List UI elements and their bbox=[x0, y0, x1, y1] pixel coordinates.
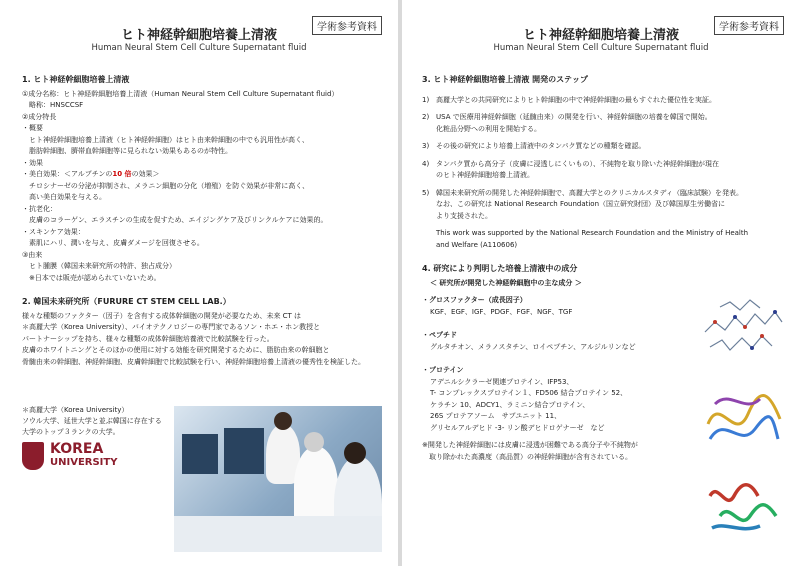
note-line: 取り除かれた高濃度（高品質）の神経幹細胞が含有されている。 bbox=[422, 452, 632, 461]
text-line: ※日本では販売が認められていないため。 bbox=[22, 273, 161, 282]
text-line: チロシナーゼの分泌が抑制され、メラニン細胞の分化（増殖）を防ぐ効果が非常に高く、 bbox=[22, 181, 310, 190]
step-number: 4) bbox=[422, 159, 430, 168]
step-number: 3) bbox=[422, 142, 430, 150]
peptide-heading: ・ペプチド bbox=[422, 331, 457, 339]
step-text: より支援された。 bbox=[436, 211, 492, 220]
text-line: 脂肪幹細胞、臍帯血幹細胞等に見られない効果もあるのが特性。 bbox=[22, 147, 232, 155]
whitening-emphasis: 10 倍 bbox=[112, 170, 132, 178]
text-line: ①成分名称：ヒト神経幹細胞培養上清液（Human Neural Stem Cell Culture Supernatant fluid） bbox=[22, 89, 339, 98]
text-line: ・抗老化： bbox=[22, 204, 57, 213]
protein-line: アデニルシクラーゼ関連プロテイン、IFP53、 bbox=[430, 377, 574, 386]
reference-badge: 学術参考資料 bbox=[312, 16, 382, 35]
text-line: 略称：HNSCCSF bbox=[22, 101, 84, 109]
step-text: USA で医療用神経幹細胞（延髄由来）の開発を行い、神経幹細胞の培養を韓国で開始。 bbox=[436, 113, 712, 121]
step-text: タンパク質から高分子（皮膚に浸透しにくいもの）、不純物を取り除いた神経幹細胞が現在 bbox=[436, 159, 720, 168]
text-line: ソウル大学、延世大学と並ぶ韓国に存在する bbox=[22, 417, 162, 425]
step-item bbox=[422, 159, 780, 182]
text-line: 皮膚のホワイトニングとそのほかの使用に対する効能を研究開発するために、脂肪由来の幹細胞と bbox=[22, 346, 330, 354]
logo-line-1: KOREA bbox=[50, 441, 104, 457]
korea-university-logo bbox=[22, 442, 172, 472]
text-line: 皮膚のコラーゲン、エラスチンの生成を促すため、エイジングケア及びリンクルケアに効果的。 bbox=[22, 216, 328, 224]
step-text: 高麗大学との共同研究によりヒト幹細胞の中で神経幹細胞の最もすぐれた優位性を実証。 bbox=[436, 95, 716, 104]
reference-badge: 学術参考資料 bbox=[714, 16, 784, 35]
step-text: 韓国未来研究所の開発した神経幹細胞で、高麗大学とのクリニカルスタディ（臨床試験）を発表。 bbox=[436, 188, 743, 197]
protein-heading: ・プロテイン bbox=[422, 366, 464, 374]
molecule-structure-image bbox=[700, 292, 786, 362]
step-text: その後の研究により培養上清液中のタンパク質などの種類を確認。 bbox=[436, 142, 646, 150]
laboratory-photo bbox=[174, 406, 382, 552]
step-item bbox=[422, 112, 780, 135]
text-line: ＊高麗大学（Korea University）、バイオテクノロジーの専門家であるソン・ホエ・ホン教授と bbox=[22, 323, 321, 331]
step-item bbox=[422, 95, 780, 107]
note-line: ※開発した神経幹細胞には皮膚に浸透が困難である高分子や不純物が bbox=[422, 441, 638, 449]
protein-line: グリセルアルデヒド -3- リン酸デヒドロゲナーゼ など bbox=[430, 423, 605, 432]
university-note bbox=[22, 405, 162, 438]
step-item bbox=[422, 188, 780, 223]
protein-line: T- コンプレックスプロテイン１、FD506 結合プロテイン 52、 bbox=[430, 389, 628, 397]
protein-line: 26S プロテアソーム サブユニット 11、 bbox=[430, 412, 562, 420]
text-line: ②成分特長 bbox=[22, 112, 57, 121]
text-line: 素肌にハリ、潤いを与え、皮膚ダメージを回復させる。 bbox=[22, 239, 204, 247]
protein-helix-image bbox=[700, 466, 786, 536]
text-line: ＊高麗大学（Korea University） bbox=[22, 406, 129, 414]
text-line: 高い美白効果を与える。 bbox=[22, 193, 106, 201]
whitening-suffix: の効果＞ bbox=[131, 170, 160, 178]
text-line: ・スキンケア効果： bbox=[22, 227, 85, 236]
page-title: ヒト神経幹細胞培養上清液 bbox=[522, 28, 679, 43]
peptide-list: グルタチオン、メラノスタチン、ロイペプチン、アルジルリンなど bbox=[430, 342, 636, 351]
text-line: ③由来 bbox=[22, 250, 43, 259]
step-number: 2) bbox=[422, 113, 430, 121]
step-text: なお、この研究は National Research Foundation（国立研究財団）及び韓国厚生労働省に bbox=[436, 200, 726, 208]
section-4-subheading: ＜ 研究所が開発した神経幹細胞中の主な成分 ＞ bbox=[430, 278, 582, 287]
logo-line-2: UNIVERSITY bbox=[50, 457, 118, 468]
step-text: 化粧品分野への利用を開始する。 bbox=[436, 124, 541, 133]
text-line: パートナーシップを持ち、様々な種類の成体幹細胞培養液で比較試験を行った。 bbox=[22, 334, 274, 343]
english-note: and Welfare (A110606) bbox=[436, 240, 518, 249]
protein-line: ケラチン 10、ADCY1、ラミニン結合プロテイン、 bbox=[430, 400, 590, 409]
text-line: 大学のトップ３ランクの大学。 bbox=[22, 428, 120, 436]
text-line: ヒト腫膜（韓国未来研究所の特許、独占成分） bbox=[22, 262, 176, 270]
step-number: 1) bbox=[422, 95, 430, 104]
english-note: This work was supported by the National Research Foundation and the Ministry of Health bbox=[436, 229, 749, 237]
whitening-prefix: ・美白効果：＜アルブチンの bbox=[22, 170, 113, 178]
page-subtitle: Human Neural Stem Cell Culture Supernatant fluid bbox=[91, 43, 307, 53]
section-2-heading: 2. 韓国未来研究所（FURURE CT STEM CELL LAB.） bbox=[22, 297, 231, 306]
text-line: ・効果 bbox=[22, 158, 43, 167]
crest-icon bbox=[22, 442, 44, 470]
page-subtitle: Human Neural Stem Cell Culture Supernatant fluid bbox=[493, 43, 709, 53]
text-line: ・概要 bbox=[22, 124, 43, 132]
right-page bbox=[402, 0, 800, 566]
growth-factor-list: KGF、EGF、IGF、PDGF、FGF、NGF、TGF bbox=[430, 307, 573, 316]
step-item bbox=[422, 141, 780, 153]
whitening-line bbox=[22, 169, 378, 181]
page-title: ヒト神経幹細胞培養上清液 bbox=[120, 28, 277, 43]
text-line: 骨髄由来の幹細胞、神経幹細胞、皮膚幹細胞で比較試験を行い、神経幹細胞培養上清液の優秀性を検証した。 bbox=[22, 357, 365, 366]
growth-factor-heading: ・グロスファクター（成長因子） bbox=[422, 296, 527, 304]
left-page bbox=[0, 0, 398, 566]
text-line: 様々な種類のファクター（因子）を含有する成体幹細胞の開発が必要なため、未来 CT は bbox=[22, 311, 302, 320]
left-content bbox=[22, 74, 378, 368]
step-number: 5) bbox=[422, 188, 430, 197]
protein-ribbon-image bbox=[700, 384, 786, 454]
section-1-heading: 1. ヒト神経幹細胞培養上清液 bbox=[22, 75, 130, 84]
text-line: ヒト神経幹細胞培養上清液（ヒト神経幹細胞）はヒト由来幹細胞の中でも汎用性が高く、 bbox=[22, 135, 309, 144]
step-text: のヒト神経幹細胞培養上清液。 bbox=[436, 171, 534, 179]
section-4-heading: 4. 研究により判明した培養上清液中の成分 bbox=[422, 264, 578, 273]
section-3-heading: 3. ヒト神経幹細胞培養上清液 開発のステップ bbox=[422, 75, 589, 84]
